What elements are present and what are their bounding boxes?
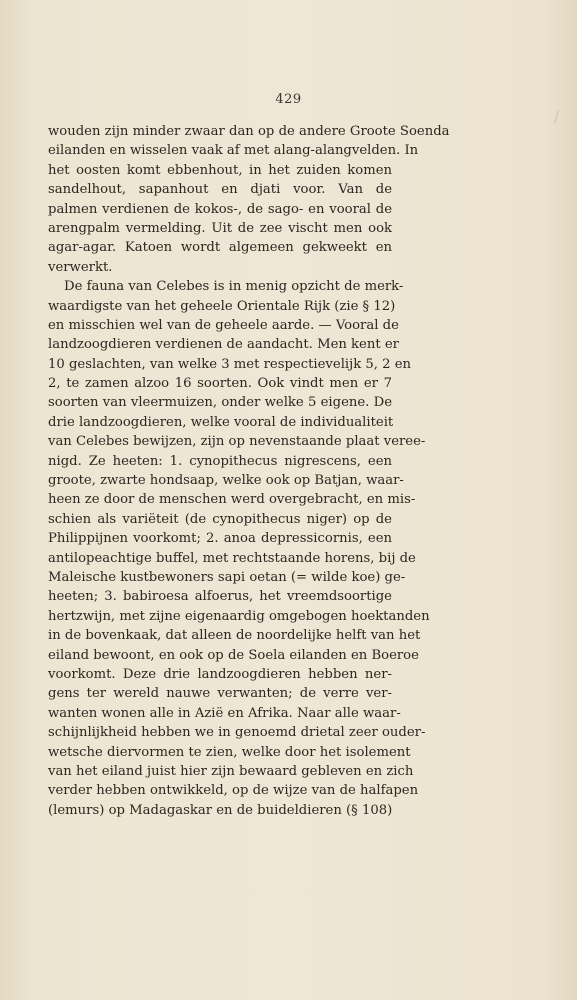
text-line: (lemurs) op Madagaskar en de buideldieren (§ 108) — [48, 802, 393, 818]
text-line: landzoogdieren verdienen de aandacht. Men kent er — [48, 337, 399, 353]
text-line: groote, zwarte hondsaap, welke ook op Batjan, waar- — [48, 473, 404, 489]
text-line: voorkomt. Deze drie landzoogdieren hebben ner- — [48, 666, 392, 682]
text-line: palmen verdienen de kokos-, de sago- en vooral de — [48, 201, 392, 217]
text-line: verwerkt. — [48, 259, 113, 275]
text-line: agar-agar. Katoen wordt algemeen gekweekt en — [48, 240, 392, 256]
text-line: gens ter wereld nauwe verwanten; de verre ver- — [48, 686, 392, 702]
text-line: in de bovenkaak, dat alleen de noordelijke helft van het — [48, 628, 421, 644]
text-line: Philippijnen voorkomt; 2. anoa depressicornis, een — [48, 531, 392, 547]
text-line: Maleische kustbewoners sapi oetan (= wilde koe) ge- — [48, 569, 406, 585]
text-line: eilanden en wisselen vaak af met alang-alangvelden. In — [48, 143, 419, 159]
text-line: nigd. Ze heeten: 1. cynopithecus nigrescens, een — [48, 453, 392, 469]
text-line: heeten; 3. babiroesa alfoerus, het vreemdsoortige — [48, 589, 392, 605]
text-line: soorten van vleermuizen, onder welke 5 eigene. De — [48, 395, 392, 411]
page-number: 429 — [275, 92, 302, 107]
text-line: eiland bewoont, en ook op de Soela eilanden en Boeroe — [48, 647, 419, 663]
paper-mark — [554, 110, 561, 124]
text-line: waardigste van het geheele Orientale Rijk (zie § 12) — [48, 298, 396, 314]
text-line: sandelhout, sapanhout en djati voor. Van de — [48, 182, 392, 198]
text-line: en misschien wel van de geheele aarde. — Vooral de — [48, 317, 399, 333]
text-line: arengpalm vermelding. Uit de zee vischt men ook — [48, 220, 392, 236]
text-line: hertzwijn, met zijne eigenaardig omgebogen hoektanden — [48, 608, 430, 624]
text-line: van het eiland juist hier zijn bewaard gebleven en zich — [48, 763, 414, 779]
text-line: schien als variëteit (de cynopithecus niger) op de — [48, 511, 392, 527]
text-line: heen ze door de menschen werd overgebracht, en mis- — [48, 492, 416, 508]
text-line: antilopeachtige buffel, met rechtstaande horens, bij de — [48, 550, 416, 566]
paragraph-flora — [48, 122, 450, 277]
text-line: het oosten komt ebbenhout, in het zuiden komen — [48, 162, 392, 178]
text-line: De fauna van Celebes is in menig opzicht de merk- — [64, 279, 404, 295]
text-line: wetsche diervormen te zien, welke door het isolement — [48, 744, 411, 760]
paragraph-fauna — [48, 277, 430, 820]
text-line: van Celebes bewijzen, zijn op nevenstaande plaat veree- — [48, 434, 426, 450]
text-line: wanten wonen alle in Azië en Afrika. Naar alle waar- — [48, 705, 401, 721]
text-line: 10 geslachten, van welke 3 met respectievelijk 5, 2 en — [48, 356, 412, 372]
text-line: drie landzoogdieren, welke vooral de individualiteit — [48, 414, 394, 430]
text-line: 2, te zamen alzoo 16 soorten. Ook vindt men er 7 — [48, 376, 392, 392]
text-line: schijnlijkheid hebben we in genoemd drietal zeer ouder- — [48, 725, 426, 741]
text-line: verder hebben ontwikkeld, op de wijze van de halfapen — [48, 783, 419, 799]
body-text — [48, 122, 450, 820]
text-line: wouden zijn minder zwaar dan op de andere Groote Soenda — [48, 124, 450, 139]
